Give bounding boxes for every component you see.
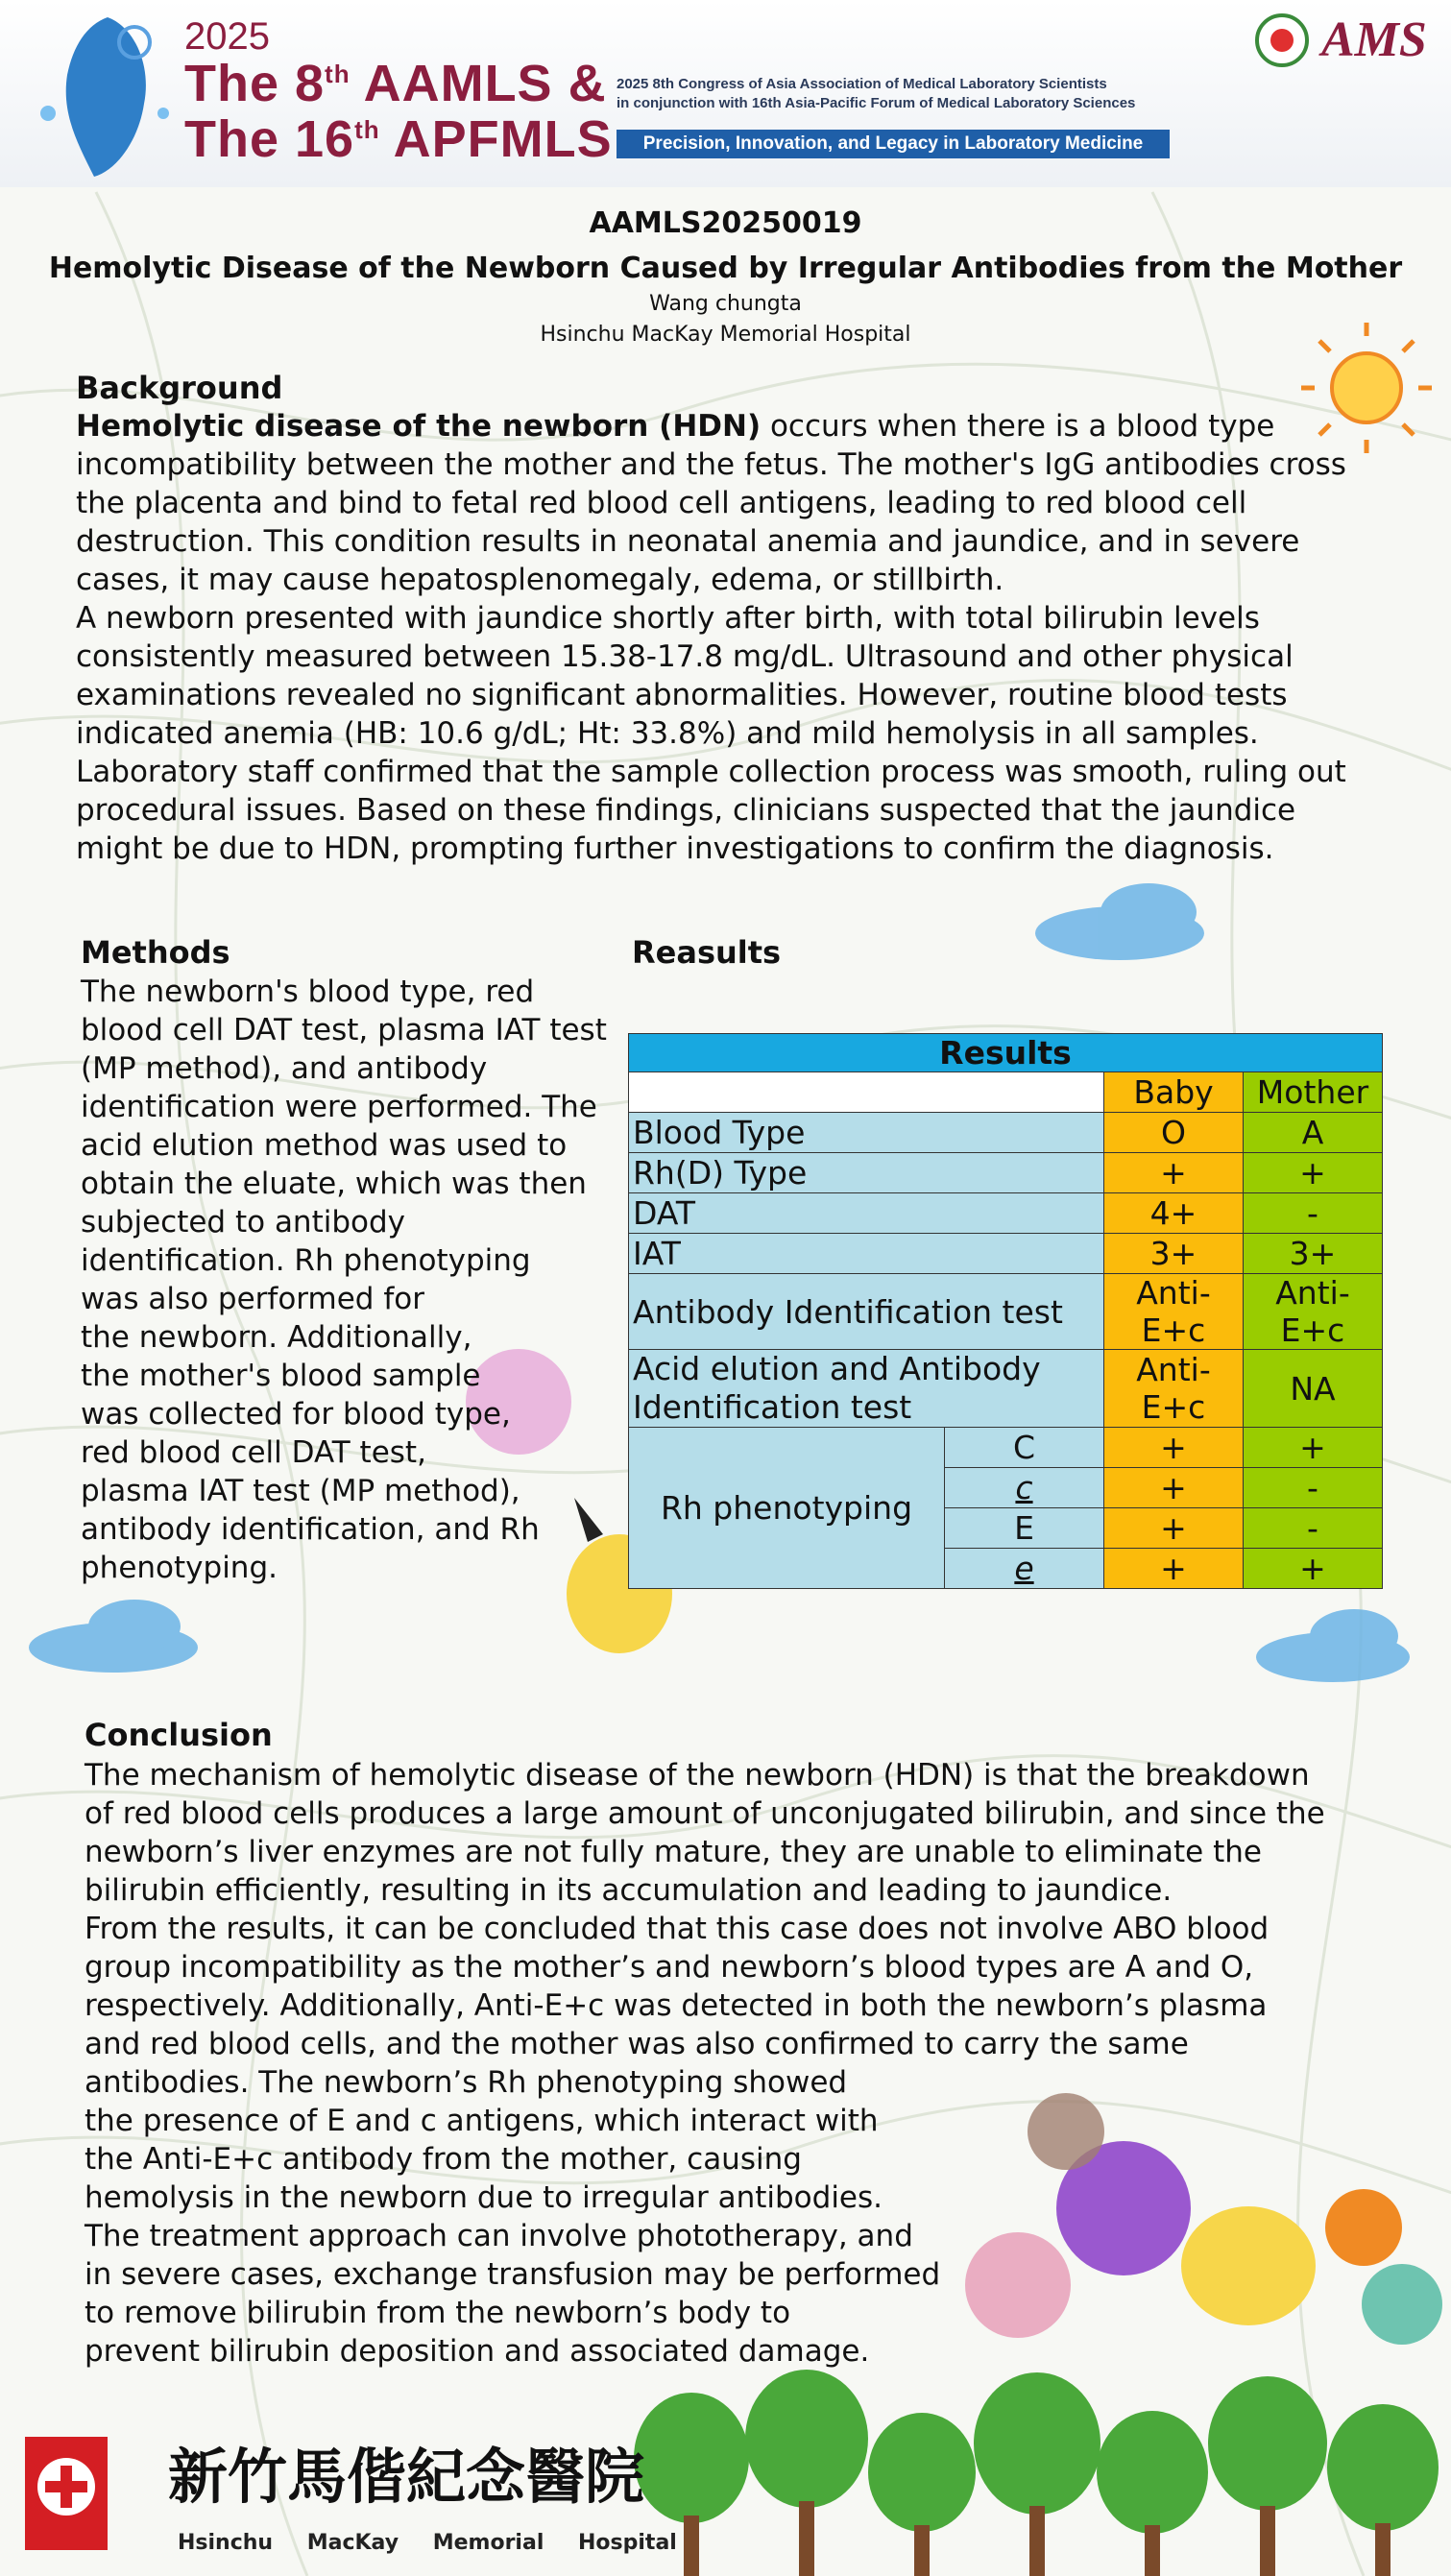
mother-value: + [1244, 1428, 1383, 1468]
table-row [629, 1274, 1383, 1350]
baby-value: + [1104, 1428, 1244, 1468]
mother-value: 3+ [1244, 1234, 1383, 1274]
mother-value: Anti-E+c [1244, 1274, 1383, 1350]
poster-title: Hemolytic Disease of the Newborn Caused by Irregular Antibodies from the Mother [48, 252, 1403, 285]
banner-tagline: Precision, Innovation, and Legacy in Laboratory Medicine [617, 130, 1170, 158]
conclusion-heading: Conclusion [85, 1717, 273, 1753]
baby-value: 4+ [1104, 1193, 1244, 1234]
rh-phenotyping-label: Rh phenotyping [629, 1428, 945, 1589]
table-row [629, 1428, 1383, 1468]
background-heading: Background [76, 370, 283, 406]
background-paragraph: Hemolytic disease of the newborn (HDN) occurs when there is a blood type incompatibility between the mother and the fetus. The mother's IgG antibodies cross the placenta and bind to fetal red blood cell antigens, leading to red blood cell destruction. This condition results in neonatal anemia and jaundice, and in severe cases, it may cause hepatosplenomegaly, edema, or stillbirth. A newborn presented with jaundice shortly after birth, with total bilirubin levels consistently measured between 15.38-17.8 mg/dL. Ultrasound and other physical examinations revealed no significant abnormalities. However, routine blood tests indicated anemia (HB: 10.6 g/dL; Ht: 33.8%) and mild hemolysis in all samples. Laboratory staff confirmed that the sample collection process was smooth, ruling out procedural issues. Based on these findings, clinicians suspected that the jaundice might be due to HDN, prompting further investigations to confirm the diagnosis. [76, 409, 1346, 866]
table-row [629, 1153, 1383, 1193]
table-row [629, 1350, 1383, 1428]
methods-heading: Methods [81, 934, 230, 971]
baby-value: + [1104, 1468, 1244, 1508]
mother-value: NA [1244, 1350, 1383, 1428]
ams-logo: AMS [1321, 12, 1427, 67]
results-table [628, 1033, 1383, 1589]
table-row [629, 1234, 1383, 1274]
mother-value: A [1244, 1113, 1383, 1153]
col-header-baby: Baby [1104, 1072, 1244, 1113]
banner-year: 2025 [184, 15, 270, 58]
mother-value: - [1244, 1468, 1383, 1508]
antigen-label: c [945, 1468, 1104, 1508]
affiliation: Hsinchu MacKay Memorial Hospital [540, 323, 911, 347]
baby-value: Anti-E+c [1104, 1350, 1244, 1428]
col-header-mother: Mother [1244, 1072, 1383, 1113]
results-table-title: Results [629, 1034, 1383, 1072]
baby-value: 3+ [1104, 1234, 1244, 1274]
header-banner [0, 0, 1451, 187]
antigen-label: C [945, 1428, 1104, 1468]
banner-congress-text: 2025 8th Congress of Asia Association of Medical Laboratory Scientists in conjunction with 16th Asia-Pacific Forum of Medical Laboratory Sciences [617, 76, 1136, 111]
baby-value: + [1104, 1508, 1244, 1549]
antigen-label: e [945, 1549, 1104, 1589]
banner-title-line1: The 8th AAMLS & [184, 55, 607, 112]
row-label: Rh(D) Type [629, 1153, 1104, 1193]
row-label: Blood Type [629, 1113, 1104, 1153]
methods-paragraph: The newborn's blood type, red blood cell DAT test, plasma IAT test (MP method), and antibody identification were performed. The acid elution method was used to obtain the eluate, which was then subjected to antibody identification. Rh phenotyping was also performed for the newborn. Additionally, the mother's blood sample was collected for blood type, red blood cell DAT test, plasma IAT test (MP method), antibody identification, and Rh phenotyping. [81, 975, 607, 1585]
hospital-cross-icon [25, 2437, 108, 2550]
row-label: Antibody Identification test [629, 1274, 1104, 1350]
row-label: IAT [629, 1234, 1104, 1274]
antigen-label: E [945, 1508, 1104, 1549]
hospital-name-chinese: 新竹馬偕紀念醫院 [168, 2442, 645, 2512]
mother-value: - [1244, 1508, 1383, 1549]
baby-value: O [1104, 1113, 1244, 1153]
mother-value: + [1244, 1549, 1383, 1589]
conclusion-paragraph: The mechanism of hemolytic disease of the newborn (HDN) is that the breakdown of red blood cells produces a large amount of unconjugated bilirubin, and since the newborn’s liver enzymes are not fully mature, they are unable to eliminate the bilirubin efficiently, resulting in its accumulation and leading to jaundice. From the results, it can be concluded that this case does not involve ABO blood group incompatibility as the mother’s and newborn’s blood types are A and O, respectively. Additionally, Anti-E+c was detected in both the newborn’s plasma and red blood cells, and the mother was also confirmed to carry the same antibodies. The newborn’s Rh phenotyping showed the presence of E and c antigens, which interact with the Anti-E+c antibody from the mother, causing hemolysis in the newborn due to irregular antibodies. The treatment approach can involve phototherapy, and in severe cases, exchange transfusion may be performed to remove bilirubin from the newborn’s body to prevent bilirubin deposition and associated damage. [85, 1758, 1325, 2369]
table-row [629, 1193, 1383, 1234]
results-heading: Reasults [632, 934, 782, 971]
hospital-name-english: Hsinchu MacKay Memorial Hospital [178, 2531, 677, 2555]
table-row [629, 1113, 1383, 1153]
author-name: Wang chungta [649, 292, 802, 316]
hospital-logo [25, 2437, 108, 2550]
mother-value: - [1244, 1193, 1383, 1234]
baby-value: + [1104, 1549, 1244, 1589]
row-label: DAT [629, 1193, 1104, 1234]
row-label: Acid elution and Antibody Identification test [629, 1350, 1104, 1428]
baby-value: Anti-E+c [1104, 1274, 1244, 1350]
taiwan-map-icon [19, 8, 173, 181]
society-seal-icon [1253, 12, 1311, 69]
banner-title-line2: The 16th APFMLS [184, 110, 613, 168]
baby-value: + [1104, 1153, 1244, 1193]
abstract-code: AAMLS20250019 [589, 206, 862, 240]
mother-value: + [1244, 1153, 1383, 1193]
